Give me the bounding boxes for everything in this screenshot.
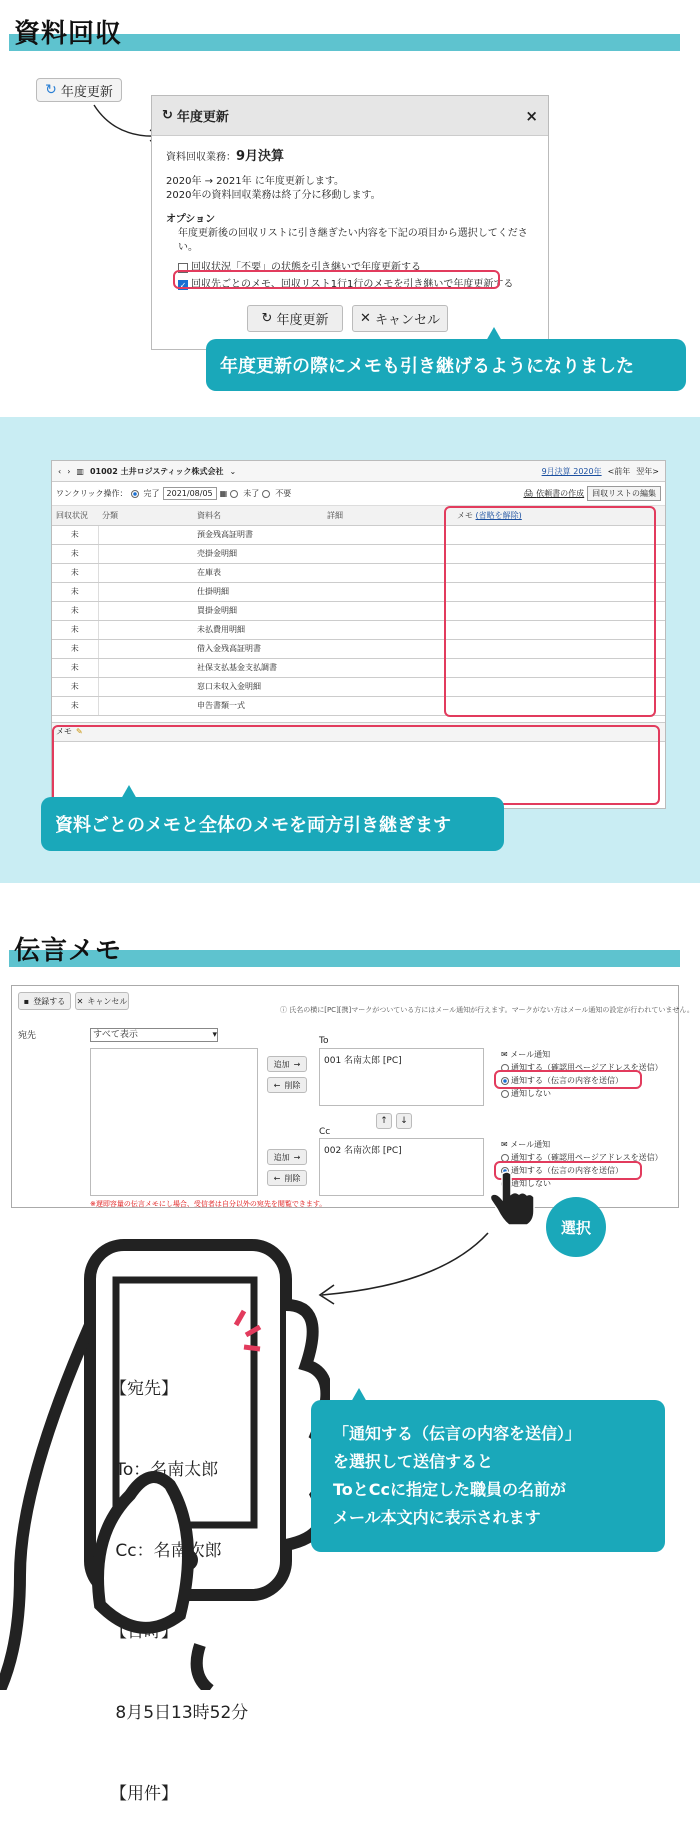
status-cell: 未 [52,544,98,563]
info-text: ⓘ 氏名の横に[PC][携]マークがついている方にはメール通知が行えます。マークがない方はメール通知の設定が行われていません。 [280,1006,694,1014]
dialog-text-1: 2020年 → 2021年 に年度更新します。 [166,176,345,187]
document-name-cell: 預金残高証明書 [193,525,323,544]
radio-notify-none[interactable] [501,1090,509,1098]
remove-to-button[interactable]: ← 削除 [267,1077,307,1093]
memo-header: メモ ✎ [52,722,665,742]
dialog-cancel-button[interactable]: ✕ キャンセル [352,305,448,332]
highlight-memo-area [52,725,660,805]
chevron-down-icon: ▾ [212,1030,217,1040]
mail-options-cc: ✉ メール通知 通知する（確認用ページアドレスを送信） 通知する（伝言の内容を送信） 通知しない [501,1140,663,1188]
option-row-1: 回収状況「不要」の状態を引き継いで年度更新する [166,261,534,275]
job-value: 9月決算 [236,149,285,164]
dest-select[interactable]: すべて表示 ▾ [90,1028,218,1042]
status-cell: 未 [52,639,98,658]
cancel-button[interactable]: ✕ キャンセル [75,992,129,1010]
detail-cell [323,620,453,639]
pencil-icon[interactable]: ✎ [76,727,83,736]
dialog-text-2: 2020年の資料回収業務は終了分に移動します。 [166,190,381,201]
detail-cell [323,582,453,601]
job-label: 資料回収業務： [166,152,236,163]
document-name-cell: 在庫表 [193,563,323,582]
status-cell: 未 [52,563,98,582]
save-icon: ▪ [23,996,30,1006]
cc-list[interactable]: 002 名南次郎 [PC] [319,1138,484,1196]
status-cell: 未 [52,525,98,544]
arrow-connector [310,1225,500,1305]
category-cell [98,544,193,563]
document-name-cell: 窓口未収入金明細 [193,677,323,696]
chevron-right-icon[interactable]: › [67,466,71,476]
close-icon: ✕ [360,311,371,326]
select-badge: 選択 [546,1197,606,1257]
status-cell: 未 [52,658,98,677]
radio-done[interactable] [131,490,139,498]
memo-expand-link[interactable]: (省略を解除) [475,510,522,520]
category-cell [98,525,193,544]
register-button[interactable]: ▪ 登録する [18,992,71,1010]
radio-unneeded[interactable] [262,490,270,498]
category-cell [98,639,193,658]
building-icon: ▥ [76,466,84,476]
detail-cell [323,601,453,620]
document-name-cell: 買掛金明細 [193,601,323,620]
prev-year-link[interactable]: <前年 [607,466,631,476]
add-cc-button[interactable]: 追加 → [267,1149,307,1165]
category-cell [98,677,193,696]
checkbox-memo[interactable]: ✓ [179,281,187,290]
yearly-update-button[interactable]: ↻ 年度更新 [36,78,122,102]
dest-list[interactable] [90,1048,258,1196]
detail-cell [323,544,453,563]
highlight-memo-column [444,506,656,717]
dialog-body [152,136,548,292]
table-header: 回収状況 分類 資料名 詳細 メモ (省略を解除) [52,506,665,525]
refresh-icon: ↻ [45,82,57,98]
mail-options-to: ✉ メール通知 通知する（確認用ページアドレスを送信） 通知する（伝言の内容を送信） 通知しない [501,1050,663,1098]
dest-label: 宛先 [18,1031,37,1041]
chevron-left-icon[interactable]: ‹ [58,466,62,476]
section-title-message: 伝言メモ [14,936,123,966]
year-update-dialog [151,95,549,350]
document-name-cell: 仕掛明細 [193,582,323,601]
mail-icon: ✉ [501,1140,508,1149]
detail-cell [323,639,453,658]
oneclick-bar: ワンクリック操作： 完了 2021/08/05 ▦ 未了 不要 🖨 依頼書の作成 回収リストの編集 [52,482,665,506]
edit-list-button[interactable]: 回収リストの編集 [587,486,661,501]
detail-cell [323,525,453,544]
category-cell [98,696,193,715]
highlight-box [173,270,500,289]
status-cell: 未 [52,601,98,620]
dialog-title: 年度更新 [176,110,229,125]
refresh-icon: ↻ [162,108,173,123]
callout-section3: 「通知する（伝言の内容を送信）」 を選択して送信すると ToとCcに指定した職員の名前が メール本文内に表示されます [311,1400,665,1552]
status-cell: 未 [52,696,98,715]
category-cell [98,582,193,601]
document-name-cell: 借入金残高証明書 [193,639,323,658]
option-title: オプション [166,214,216,225]
document-name-cell: 申告書類一式 [193,696,323,715]
callout-section2: 資料ごとのメモと全体のメモを両方引き継ぎます [41,797,504,851]
calendar-icon[interactable]: ▦ [219,489,228,498]
info-icon: ⓘ [280,1006,287,1014]
request-link[interactable]: 🖨 依頼書の作成 [523,489,585,498]
next-year-link[interactable]: 翌年> [636,466,659,476]
status-cell: 未 [52,582,98,601]
chevron-down-icon[interactable]: ⌄ [229,466,237,476]
document-name-cell: 社保支払基金支払調書 [193,658,323,677]
detail-cell [323,677,453,696]
detail-cell [323,696,453,715]
client-name: 01002 土井ロジスティック株式会社 [89,466,224,476]
document-name-cell: 売掛金明細 [193,544,323,563]
radio-pending[interactable] [230,490,238,498]
mail-icon: ✉ [501,1050,508,1059]
detail-cell [323,658,453,677]
add-to-button[interactable]: 追加 → [267,1056,307,1072]
phone-screen-text: 【宛先】 To：名南太郎 Cc：名南次郎 【日時】 8月5日13時52分 【用件】 [110,1379,249,1804]
cc-label: Cc [319,1127,331,1137]
close-icon: ✕ [76,996,84,1006]
move-up-button[interactable]: ↑ [376,1113,392,1129]
highlight-to-option [494,1070,642,1089]
document-name-cell: 未払費用明細 [193,620,323,639]
status-cell: 未 [52,620,98,639]
remove-cc-button[interactable]: ← 削除 [267,1170,307,1186]
detail-cell [323,563,453,582]
status-cell: 未 [52,677,98,696]
category-cell [98,620,193,639]
period-link[interactable]: 9月決算 2020年 [541,466,602,476]
category-cell [98,563,193,582]
list-header-bar [52,461,665,482]
refresh-icon: ↻ [261,311,273,326]
to-label: To [319,1036,329,1046]
option-row-2: ✓ 回収先ごとのメモ、回収リスト1行1行のメモを引き継いで年度更新する [179,279,514,290]
date-input[interactable]: 2021/08/05 [163,487,217,500]
dialog-header [152,96,548,136]
to-list[interactable]: 001 名南太郎 [PC] [319,1048,484,1106]
warning-text: ※遅即容量の伝言メモにし場合、受信者は自分以外の宛先を閲覧できます。 [90,1200,327,1208]
category-cell [98,658,193,677]
section-title-collection: 資料回収 [14,19,123,49]
dialog-ok-button[interactable]: ↻ 年度更新 [247,305,343,332]
hand-pointer-icon [488,1170,538,1226]
callout-section1: 年度更新の際にメモも引き継げるようになりました [206,339,686,391]
move-down-button[interactable]: ↓ [396,1113,412,1129]
category-cell [98,601,193,620]
close-icon[interactable]: × [525,106,538,125]
option-desc: 年度更新後の回収リストに引き継ぎたい内容を下記の項目から選択してください。 [178,228,528,253]
